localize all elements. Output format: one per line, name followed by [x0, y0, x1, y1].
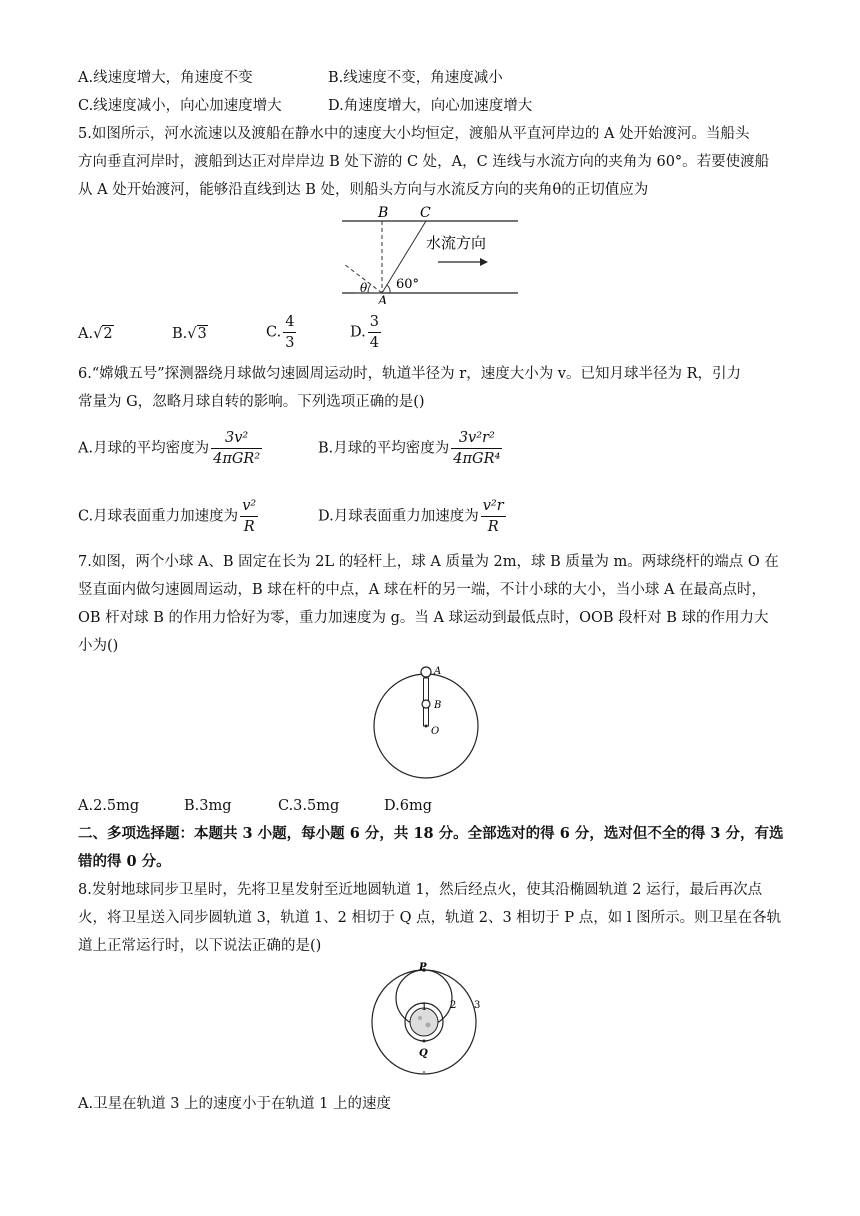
q5-label-60deg: 60°: [396, 277, 420, 292]
q4-option-b[interactable]: B.线速度不变，角速度减小: [328, 70, 503, 86]
q4-option-d[interactable]: D.角速度增大，向心加速度增大: [328, 98, 533, 114]
q5-option-b-radicand: 3: [197, 326, 207, 342]
q8-stem-line-1: 8.发射地球同步卫星时，先将卫星发射至近地圆轨道 1，然后经点火，使其沿椭圆轨道 2 运行，最后再次点: [78, 882, 763, 898]
q8-label-q: Q: [419, 1048, 428, 1059]
q5-option-b-prefix: B.: [172, 326, 188, 342]
q5-option-d-fraction: [368, 312, 381, 353]
q8-label-p: P: [419, 962, 427, 973]
q6-option-b[interactable]: [318, 428, 504, 469]
q5-label-theta: θ: [360, 281, 368, 295]
q5-stem-line-3: 从 A 处开始渡河，能够沿直线到达 B 处，则船头方向与水流反方向的夹角θ的正切值应为: [78, 182, 649, 198]
q4-option-c[interactable]: C.线速度减小，向心加速度增大: [78, 98, 282, 114]
q5-option-c-denominator: 3: [285, 335, 295, 351]
q5-option-a-radicand: 2: [103, 326, 113, 342]
q7-option-c[interactable]: C.3.5mg: [278, 798, 340, 814]
q4-option-a[interactable]: A.线速度增大，角速度不变: [78, 70, 253, 86]
q6-option-a-text: A.月球的平均密度为: [78, 440, 210, 457]
q5-option-d-denominator: 4: [369, 335, 379, 351]
q5-option-c-prefix: C.: [266, 324, 282, 341]
q5-label-c: C: [420, 205, 431, 221]
section-2-heading-line-2: 错的得 0 分。: [78, 853, 171, 870]
q7-stem-line-4: 小为(): [78, 638, 119, 654]
q6-option-b-fraction: [451, 428, 502, 469]
q6-option-d-text: D.月球表面重力加速度为: [318, 508, 479, 525]
q6-option-a-numerator: 3v²: [211, 428, 262, 449]
q6-option-a[interactable]: [78, 428, 264, 469]
sqrt-symbol: √3: [187, 326, 207, 342]
q7-option-d[interactable]: D.6mg: [384, 798, 432, 814]
q8-stem-line-2: 火，将卫星送入同步圆轨道 3，轨道 1、2 相切于 Q 点，轨道 2、3 相切于 P 点，如 l 图所示。则卫星在各轨: [78, 910, 782, 926]
q5-label-flow: 水流方向: [426, 234, 487, 252]
q5-option-a[interactable]: [78, 324, 114, 344]
q5-stem-line-1: 5.如图所示，河水流速以及渡船在静水中的速度大小均恒定，渡船从平直河岸边的 A 处开始渡河。当船头: [78, 126, 750, 142]
q7-label-o: O: [431, 726, 440, 737]
q6-option-b-denominator: 4πGR⁴: [453, 451, 501, 467]
q6-option-c-text: C.月球表面重力加速度为: [78, 508, 239, 525]
section-2-heading-line-1: 二、多项选择题：本题共 3 小题，每小题 6 分，共 18 分。全部选对的得 6 分，选对但不全的得 3 分，有选: [78, 825, 784, 842]
q6-option-b-numerator: 3v²r²: [451, 428, 502, 449]
q6-option-d-numerator: v²r: [481, 496, 506, 517]
q5-option-d[interactable]: [350, 312, 383, 353]
q5-option-b[interactable]: [172, 324, 208, 344]
q6-option-c-fraction: [240, 496, 258, 537]
q6-option-c[interactable]: [78, 496, 260, 537]
q8-label-orbit-1: 1: [421, 1002, 428, 1013]
q7-stem-line-1: 7.如图，两个小球 A、B 固定在长为 2L 的轻杆上，球 A 质量为 2m，球 B 质量为 m。两球绕杆的端点 O 在: [78, 554, 779, 570]
sqrt-symbol: √2: [93, 326, 113, 342]
q6-option-c-numerator: v²: [240, 496, 258, 517]
q7-stem-line-2: 竖直面内做匀速圆周运动，B 球在杆的中点，A 球在杆的另一端，不计小球的大小，当小球 A 在最高点时，: [78, 582, 767, 598]
q5-stem-line-2: 方向垂直河岸时，渡船到达正对岸岸边 B 处下游的 C 处，A，C 连线与水流方向的夹角为 60°。若要使渡船: [78, 154, 770, 170]
q5-label-b: B: [378, 205, 389, 221]
q8-option-a[interactable]: A.卫星在轨道 3 上的速度小于在轨道 1 上的速度: [78, 1096, 391, 1112]
q6-option-d-fraction: [481, 496, 506, 537]
q5-option-d-prefix: D.: [350, 324, 366, 341]
q6-option-c-denominator: R: [243, 519, 255, 535]
q6-option-a-denominator: 4πGR²: [213, 451, 261, 467]
q5-option-a-prefix: A.: [78, 326, 94, 342]
q8-orbit-figure: [364, 962, 500, 1078]
q7-option-b[interactable]: B.3mg: [184, 798, 232, 814]
q6-option-d[interactable]: [318, 496, 508, 537]
q8-label-orbit-3: 3: [474, 1000, 481, 1011]
q8-label-orbit-2: 2: [450, 1000, 457, 1011]
q8-stem-line-3: 道上正常运行时，以下说法正确的是(): [78, 938, 322, 954]
q5-option-c[interactable]: [266, 312, 298, 353]
q7-rod-figure: [370, 660, 486, 780]
q7-label-a: A: [434, 666, 442, 677]
q6-stem-line-2: 常量为 G，忽略月球自转的影响。下列选项正确的是(): [78, 394, 425, 410]
q5-label-a: A: [378, 294, 388, 304]
q5-option-c-fraction: [283, 312, 296, 353]
q7-stem-line-3: OB 杆对球 B 的作用力恰好为零，重力加速度为 g。当 A 球运动到最低点时，OOB 段杆对 B 球的作用力大: [78, 610, 769, 626]
q6-option-b-text: B.月球的平均密度为: [318, 440, 450, 457]
q7-option-a[interactable]: A.2.5mg: [78, 798, 140, 814]
q5-river-figure: [340, 204, 520, 304]
q6-option-d-denominator: R: [487, 519, 499, 535]
q5-option-d-numerator: 3: [368, 312, 381, 333]
q5-option-c-numerator: 4: [283, 312, 296, 333]
q7-label-b: B: [434, 700, 442, 711]
q6-stem-line-1: 6.“嫦娥五号”探测器绕月球做匀速圆周运动时，轨道半径为 r，速度大小为 v。已知月球半径为 R，引力: [78, 366, 742, 382]
q6-option-a-fraction: [211, 428, 262, 469]
